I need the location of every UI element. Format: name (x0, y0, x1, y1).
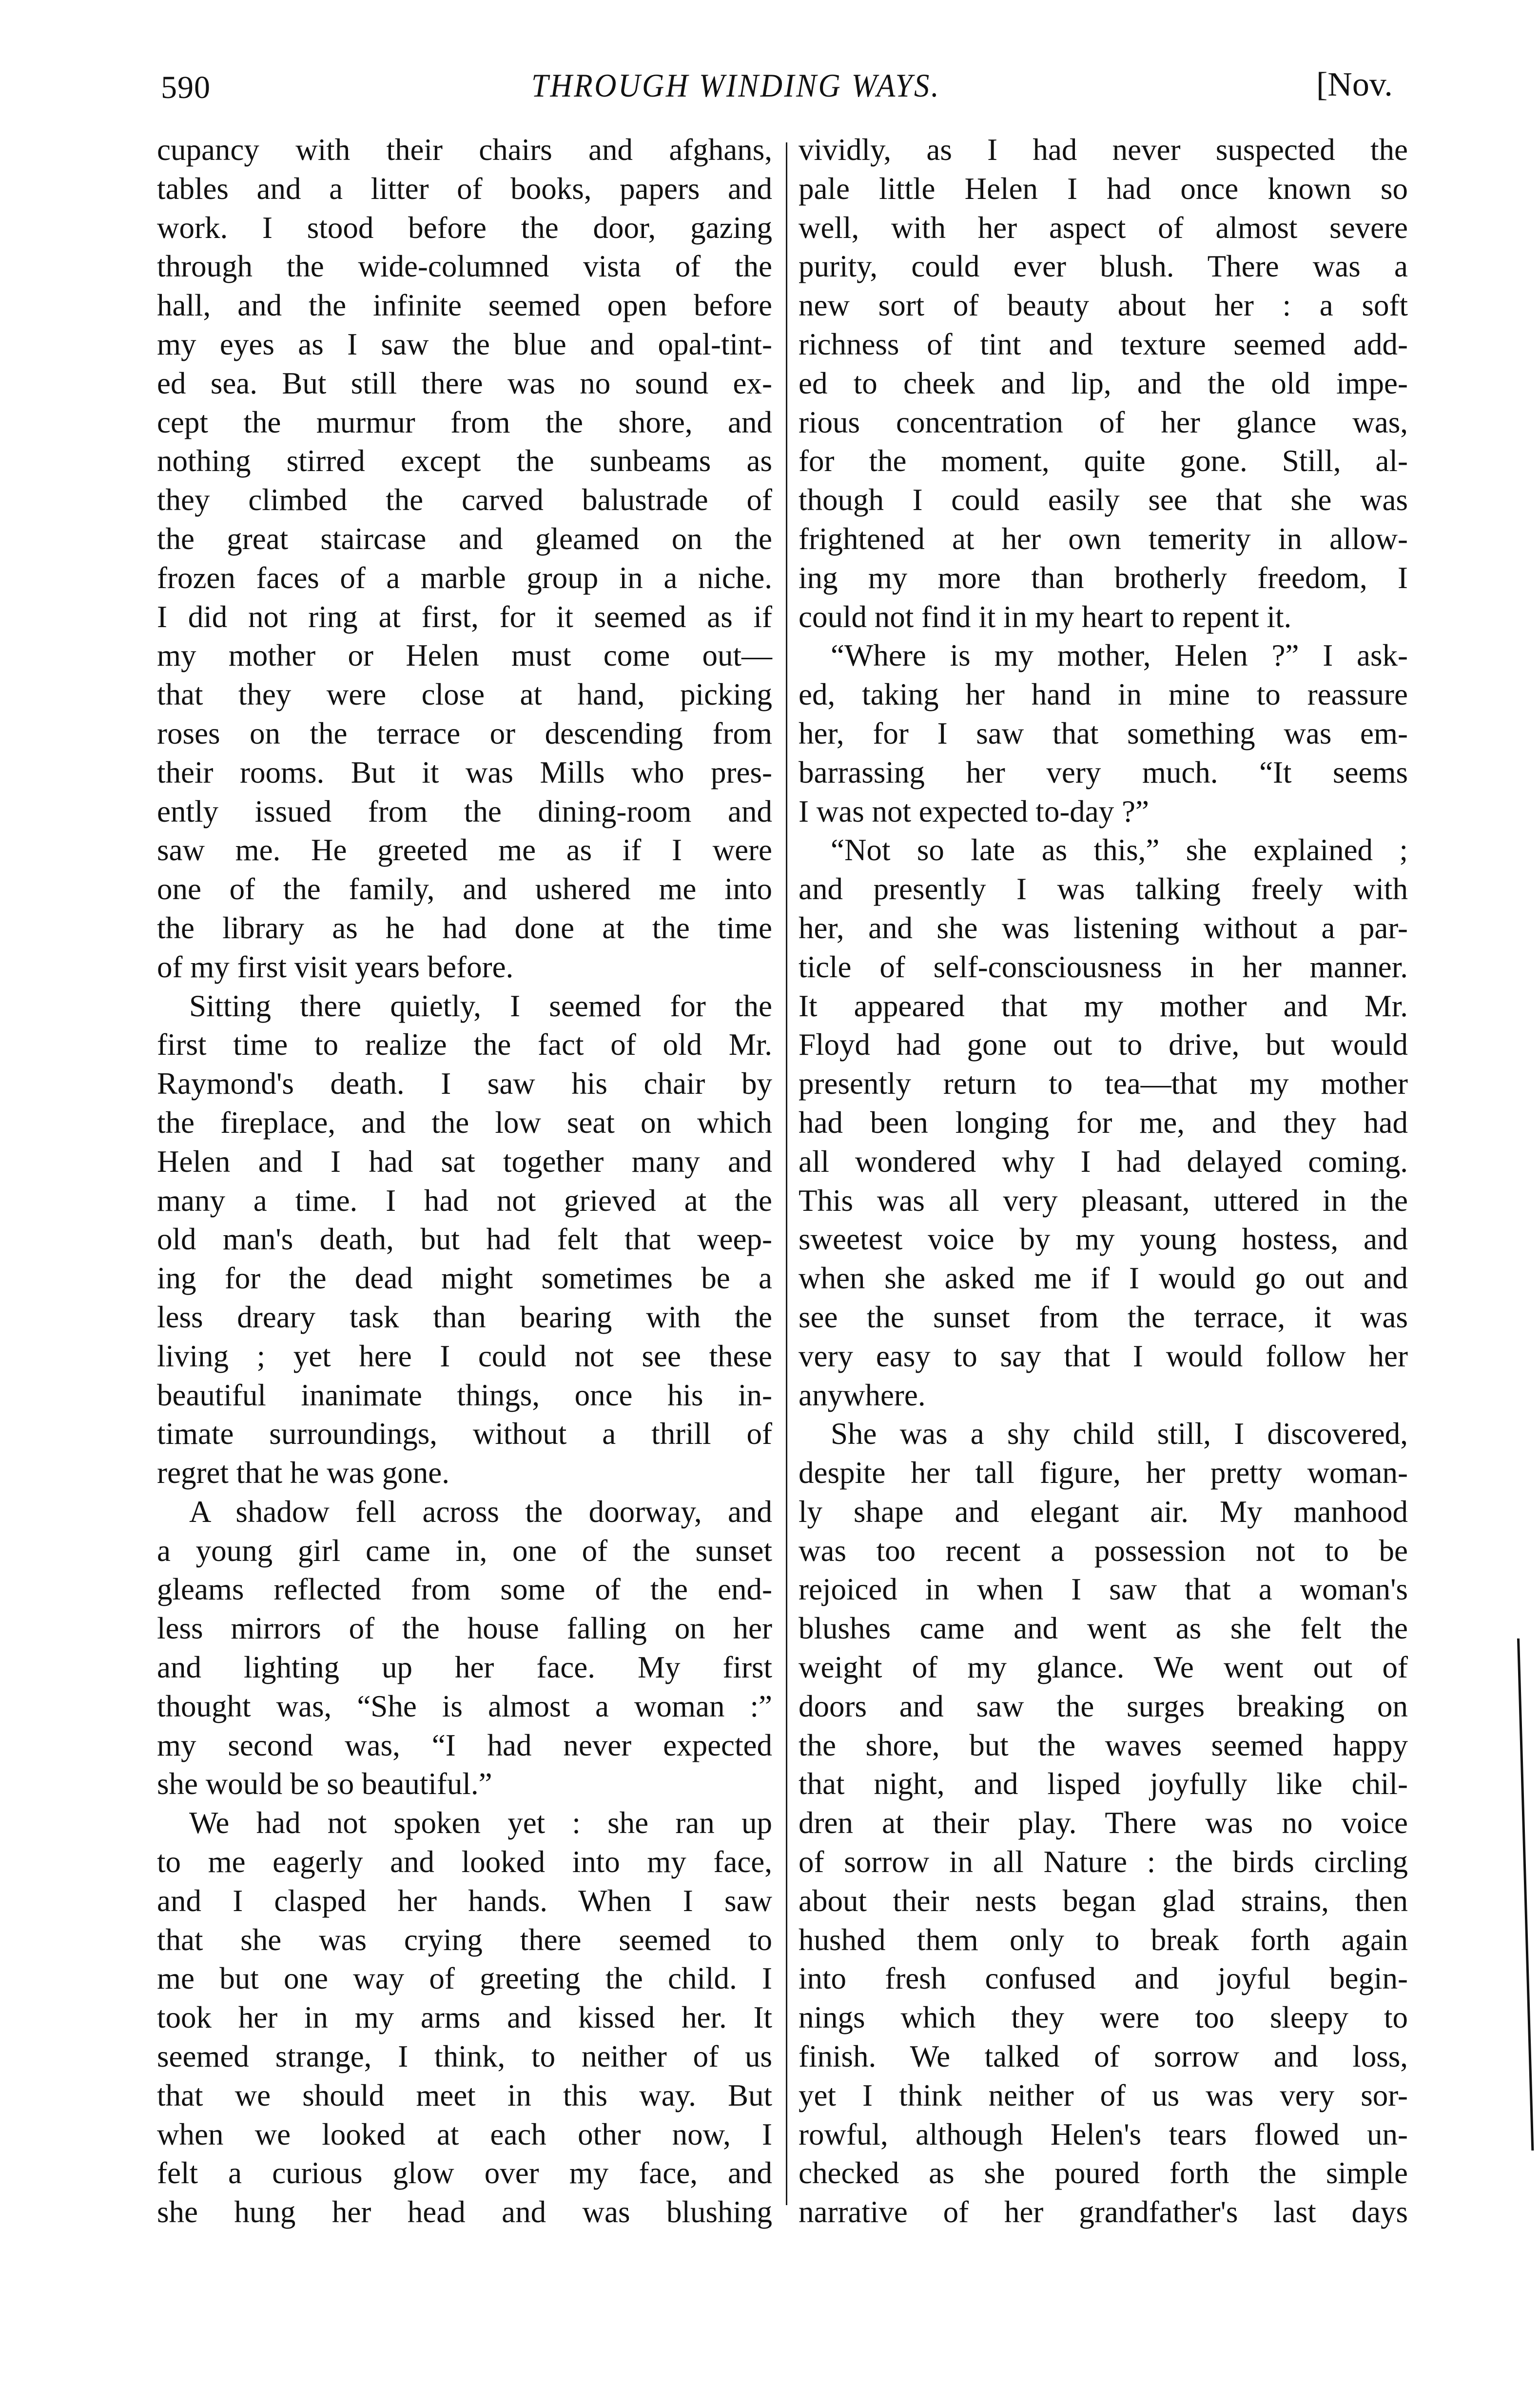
text-line: yet I think neither of us was very sor- (799, 2078, 1408, 2112)
text-line: old man's death, but had felt that weep- (157, 1222, 772, 1257)
text-line: into fresh confused and joyful begin- (799, 1961, 1408, 1996)
text-line: Sitting there quietly, I seemed for the (189, 988, 772, 1023)
text-line: ticle of self-consciousness in her manner. (799, 949, 1408, 984)
text-line: Helen and I had sat together many and (157, 1144, 772, 1179)
text-line: blushes came and went as she felt the (799, 1611, 1408, 1646)
text-line: cupancy with their chairs and afghans, (157, 133, 772, 167)
text-line: to me eagerly and looked into my face, (157, 1845, 772, 1879)
text-line: rowful, although Helen's tears flowed un- (799, 2117, 1408, 2151)
page-number: 590 (161, 70, 211, 105)
text-line: pale little Helen I had once known so (799, 171, 1408, 206)
text-line: narrative of her grandfather's last days (799, 2195, 1408, 2230)
text-line: hall, and the infinite seemed open before (157, 288, 772, 323)
text-line: seemed strange, I think, to neither of us (157, 2039, 772, 2074)
text-line: felt a curious glow over my face, and (157, 2156, 772, 2191)
column-divider (786, 142, 787, 2205)
text-line: new sort of beauty about her : a soft (799, 288, 1408, 323)
text-line: A shadow fell across the doorway, and (189, 1494, 772, 1529)
scan-edge-artifact (1517, 1638, 1534, 2151)
text-line: my second was, “I had never expected (157, 1728, 772, 1762)
text-line: timate surroundings, without a thrill of (157, 1417, 772, 1451)
text-line: was too recent a possession not to be (799, 1533, 1408, 1568)
text-line: her, and she was listening without a par- (799, 910, 1408, 945)
text-line: and I clasped her hands. When I saw (157, 1883, 772, 1918)
text-line: ed sea. But still there was no sound ex- (157, 366, 772, 400)
text-line: one of the family, and ushered me into (157, 872, 772, 907)
text-line: work. I stood before the door, gazing (157, 210, 772, 245)
text-line: saw me. He greeted me as if I were (157, 833, 772, 868)
text-line: rejoiced in when I saw that a woman's (799, 1572, 1408, 1607)
text-line: of my first visit years before. (157, 949, 514, 984)
text-line: sweetest voice by my young hostess, and (799, 1222, 1408, 1257)
text-line: took her in my arms and kissed her. It (157, 2000, 772, 2035)
text-line: presently return to tea—that my mother (799, 1066, 1408, 1101)
text-line: less mirrors of the house falling on her (157, 1611, 772, 1646)
text-line: they climbed the carved balustrade of (157, 483, 772, 517)
issue-month: [Nov. (1316, 66, 1393, 103)
text-line: beautiful inanimate things, once his in- (157, 1378, 772, 1412)
text-line: vividly, as I had never suspected the (799, 133, 1408, 167)
text-line: the shore, but the waves seemed happy (799, 1728, 1408, 1762)
text-line: ently issued from the dining-room and (157, 794, 772, 829)
text-line: though I could easily see that she was (799, 483, 1408, 517)
text-line: cept the murmur from the shore, and (157, 405, 772, 439)
text-line: thought was, “She is almost a woman :” (157, 1689, 772, 1723)
text-line: their rooms. But it was Mills who pres- (157, 755, 772, 789)
text-line: about their nests began glad strains, then (799, 1883, 1408, 1918)
text-line: checked as she poured forth the simple (799, 2156, 1408, 2191)
text-line: a young girl came in, one of the sunset (157, 1533, 772, 1568)
text-line: many a time. I had not grieved at the (157, 1183, 772, 1218)
text-line: ing my more than brotherly freedom, I (799, 560, 1408, 595)
text-line: I did not ring at first, for it seemed as if (157, 599, 772, 634)
text-line: her, for I saw that something was em- (799, 716, 1408, 750)
text-line: frightened at her own temerity in allow- (799, 521, 1408, 556)
text-line: “Where is my mother, Helen ?” I ask- (831, 638, 1408, 673)
text-line: rious concentration of her glance was, (799, 405, 1408, 439)
text-line: She was a shy child still, I discovered, (831, 1417, 1408, 1451)
text-line: the great staircase and gleamed on the (157, 521, 772, 556)
text-line: when we looked at each other now, I (157, 2117, 772, 2151)
text-line: regret that he was gone. (157, 1456, 450, 1490)
running-title: THROUGH WINDING WAYS. (531, 67, 941, 104)
text-line: see the sunset from the terrace, it was (799, 1300, 1408, 1334)
running-head (0, 62, 1540, 106)
text-line: less dreary task than bearing with the (157, 1300, 772, 1334)
text-line: frozen faces of a marble group in a niche. (157, 560, 772, 595)
text-line: barrassing her very much. “It seems (799, 755, 1408, 789)
text-line: richness of tint and texture seemed add- (799, 327, 1408, 361)
text-line: ly shape and elegant air. My manhood (799, 1494, 1408, 1529)
text-line: This was all very pleasant, uttered in the (799, 1183, 1408, 1218)
text-line: very easy to say that I would follow her (799, 1339, 1408, 1373)
text-line: could not find it in my heart to repent it. (799, 599, 1292, 634)
text-line: when she asked me if I would go out and (799, 1261, 1408, 1296)
text-line: that night, and lisped joyfully like chil- (799, 1767, 1408, 1801)
left-text-column (157, 131, 772, 2232)
text-line: for the moment, quite gone. Still, al- (799, 444, 1408, 478)
text-line: gleams reflected from some of the end- (157, 1572, 772, 1607)
text-line: living ; yet here I could not see these (157, 1339, 772, 1373)
text-line: the library as he had done at the time (157, 910, 772, 945)
text-line: that we should meet in this way. But (157, 2078, 772, 2112)
text-line: anywhere. (799, 1378, 926, 1412)
text-line: that they were close at hand, picking (157, 677, 772, 712)
text-line: roses on the terrace or descending from (157, 716, 772, 750)
text-line: my mother or Helen must come out— (157, 638, 772, 673)
text-line: that she was crying there seemed to (157, 1922, 772, 1957)
text-line: It appeared that my mother and Mr. (799, 988, 1408, 1023)
text-line: and presently I was talking freely with (799, 872, 1408, 907)
text-line: weight of my glance. We went out of (799, 1650, 1408, 1685)
text-line: ed, taking her hand in mine to reassure (799, 677, 1408, 712)
text-line: Raymond's death. I saw his chair by (157, 1066, 772, 1101)
text-line: tables and a litter of books, papers and (157, 171, 772, 206)
text-line: ed to cheek and lip, and the old impe- (799, 366, 1408, 400)
text-line: all wondered why I had delayed coming. (799, 1144, 1408, 1179)
text-line: the fireplace, and the low seat on which (157, 1105, 772, 1140)
text-line: purity, could ever blush. There was a (799, 249, 1408, 284)
text-line: Floyd had gone out to drive, but would (799, 1027, 1408, 1062)
text-line: and lighting up her face. My first (157, 1650, 772, 1685)
text-line: “Not so late as this,” she explained ; (831, 833, 1408, 868)
text-line: finish. We talked of sorrow and loss, (799, 2039, 1408, 2074)
text-line: had been longing for me, and they had (799, 1105, 1408, 1140)
text-line: me but one way of greeting the child. I (157, 1961, 772, 1996)
text-line: well, with her aspect of almost severe (799, 210, 1408, 245)
text-line: she hung her head and was blushing (157, 2195, 772, 2230)
text-line: hushed them only to break forth again (799, 1922, 1408, 1957)
right-text-column (799, 131, 1408, 2232)
text-line: We had not spoken yet : she ran up (189, 1806, 772, 1840)
text-line: she would be so beautiful.” (157, 1767, 492, 1801)
text-line: dren at their play. There was no voice (799, 1806, 1408, 1840)
text-line: nothing stirred except the sunbeams as (157, 444, 772, 478)
text-line: my eyes as I saw the blue and opal-tint- (157, 327, 772, 361)
text-line: of sorrow in all Nature : the birds circling (799, 1845, 1408, 1879)
text-line: nings which they were too sleepy to (799, 2000, 1408, 2035)
text-line: I was not expected to-day ?” (799, 794, 1149, 829)
text-line: despite her tall figure, her pretty woman- (799, 1456, 1408, 1490)
text-line: through the wide-columned vista of the (157, 249, 772, 284)
text-line: ing for the dead might sometimes be a (157, 1261, 772, 1296)
text-line: doors and saw the surges breaking on (799, 1689, 1408, 1723)
text-line: first time to realize the fact of old Mr. (157, 1027, 772, 1062)
